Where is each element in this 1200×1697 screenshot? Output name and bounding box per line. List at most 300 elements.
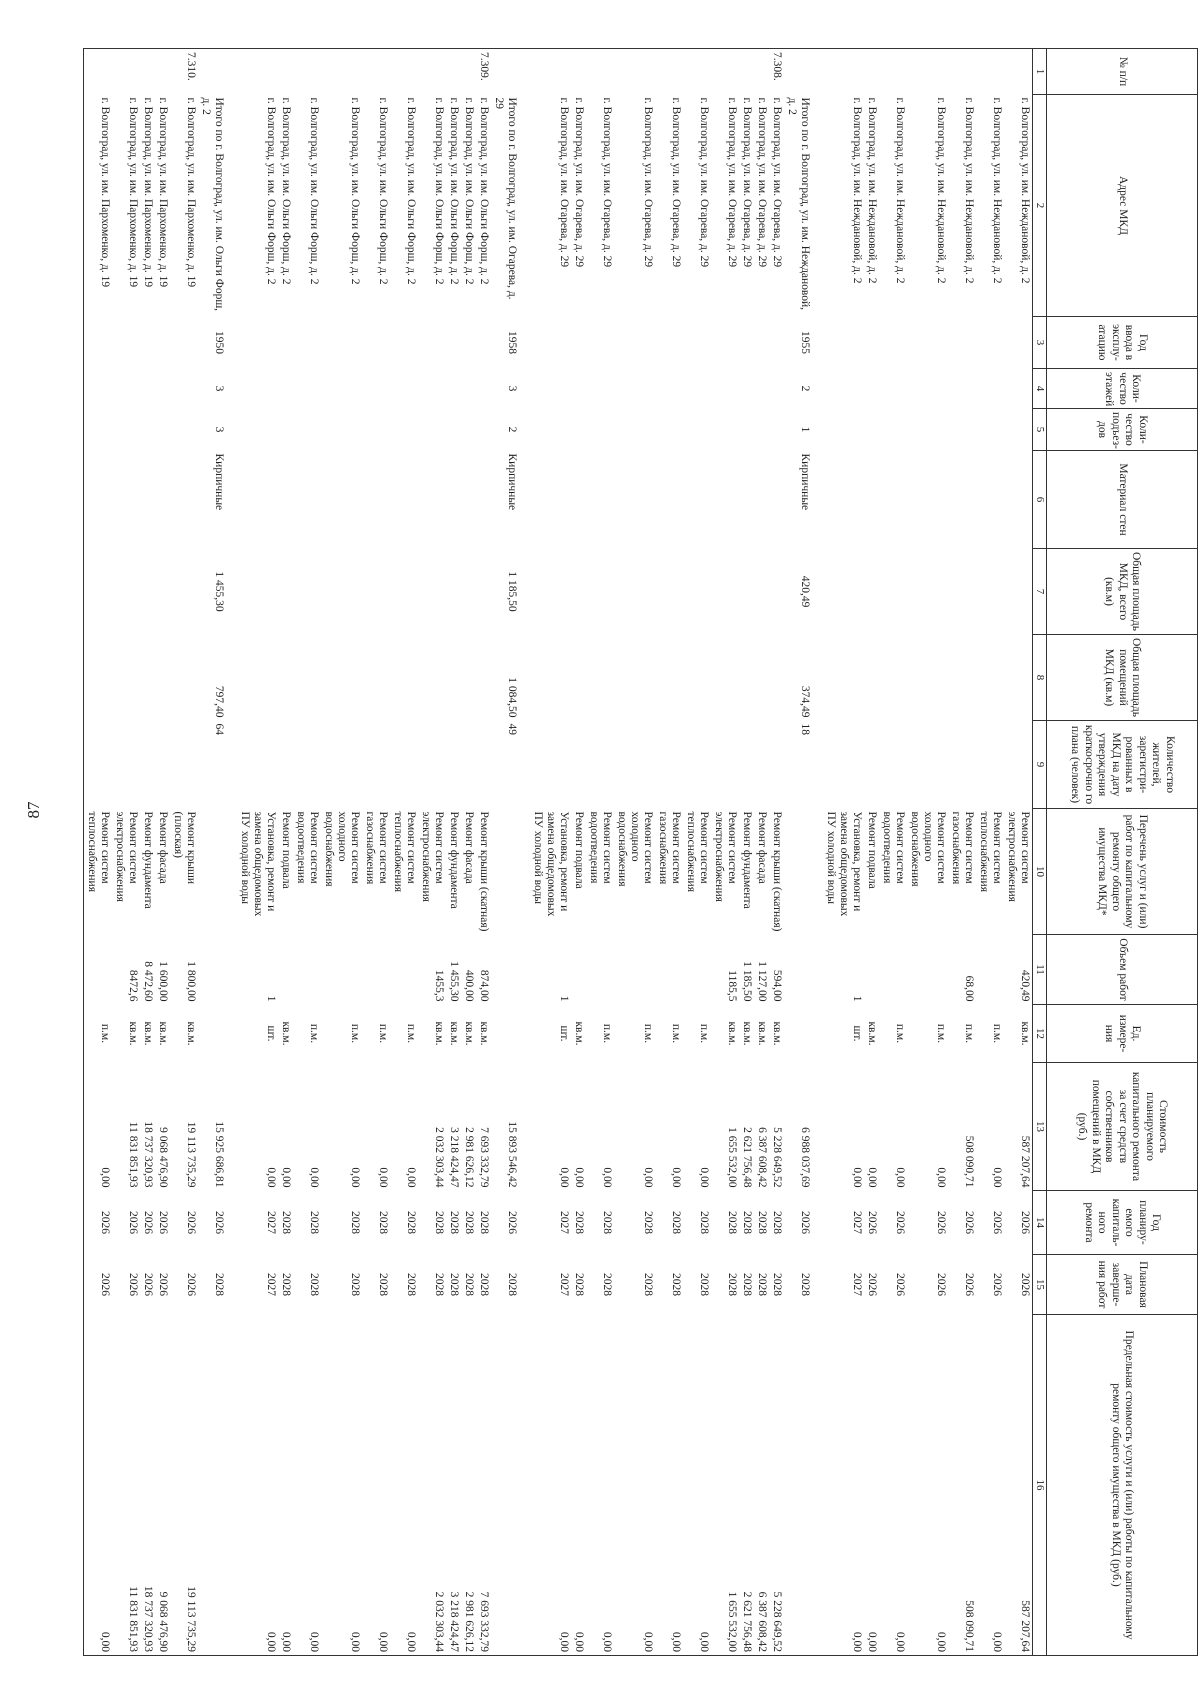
table-row (586, 49, 614, 1656)
address-cell: г. Волгоград, ул. им. Огарева, д. 29 (771, 97, 783, 268)
planned-cost-cell: 0,00 (349, 1167, 361, 1188)
planned-year-cell: 2028 (463, 1211, 475, 1234)
work-volume-cell: 1 455,30 (448, 961, 460, 1002)
unit-cell: кв.м. (741, 1021, 753, 1046)
commission-year-cell: 1958 (506, 331, 518, 354)
work-volume-cell: 8 472,60 (142, 961, 154, 1002)
planned-year-cell: 2028 (478, 1211, 490, 1234)
wall-material-cell (446, 451, 461, 549)
cost-limit-cell (198, 1315, 237, 1656)
work-type-cell: Ремонт систем теплоснабжения (392, 811, 417, 892)
planned-cost-cell: 2 621 756,48 (741, 1127, 753, 1188)
planned-year-cell: 2026 (935, 1211, 947, 1234)
work-type-cell: Ремонт фундамента (448, 811, 460, 909)
commission-year-cell (586, 317, 614, 369)
entrances-count-cell (683, 409, 711, 451)
address-cell: г. Волгоград, ул. им. Огарева, д. 29 (741, 97, 753, 268)
entrances-count-cell (1004, 409, 1033, 451)
planned-year-cell: 2026 (506, 1211, 518, 1234)
unit-cell: п.м. (308, 1023, 320, 1044)
planned-year-cell: 2026 (142, 1211, 154, 1234)
address-cell: г. Волгоград, ул. им. Огарева, д. 29 (726, 97, 738, 268)
row-number-cell (655, 49, 683, 95)
premises-area-cell (446, 635, 461, 721)
wall-material-cell (170, 451, 198, 549)
completion-date-cell: 2028 (463, 1273, 475, 1296)
planned-cost-cell: 0,00 (670, 1167, 682, 1188)
commission-year-cell (321, 317, 362, 369)
entrances-count-cell (976, 409, 1004, 451)
work-volume-cell: 1 (558, 995, 570, 1002)
planned-year-cell: 2028 (741, 1211, 753, 1234)
residents-count-cell (976, 721, 1004, 809)
work-type-cell: Ремонт фундамента (142, 811, 154, 909)
row-number-cell (390, 49, 418, 95)
completion-date-cell: 2028 (377, 1273, 389, 1296)
wall-material-cell (140, 451, 155, 549)
planned-cost-cell: 0,00 (851, 1167, 863, 1188)
residents-count-cell: 49 (506, 723, 518, 735)
commission-year-cell (907, 317, 948, 369)
column-number: 11 (1033, 935, 1047, 1005)
cost-limit-cell: 0,00 (879, 1315, 907, 1656)
total-area-cell: 1 185,50 (506, 571, 518, 612)
cost-limit-cell: 587 207,64 (1004, 1315, 1033, 1656)
table-row (140, 49, 155, 1656)
table-row (321, 49, 362, 1656)
planned-cost-cell: 0,00 (601, 1167, 613, 1188)
total-row (784, 49, 823, 1656)
planned-cost-cell: 0,00 (698, 1167, 710, 1188)
planned-cost-cell: 3 218 424,47 (448, 1127, 460, 1188)
work-volume-cell (293, 935, 321, 1005)
column-number: 9 (1033, 721, 1047, 809)
table-row (293, 49, 321, 1656)
work-type-cell: Ремонт систем электроснабжения (114, 811, 139, 902)
completion-date-cell: 2028 (756, 1273, 768, 1296)
work-volume-cell (362, 935, 390, 1005)
cost-limit-cell: 0,00 (390, 1315, 418, 1656)
residents-count-cell (823, 721, 864, 809)
residents-count-cell (769, 721, 784, 809)
entrances-count-cell (321, 409, 362, 451)
wall-material-cell (321, 451, 362, 549)
cost-limit-cell: 0,00 (823, 1315, 864, 1656)
row-number-cell (614, 49, 655, 95)
premises-area-cell (418, 635, 446, 721)
total-area-cell (321, 549, 362, 635)
unit-cell: кв.м. (433, 1021, 445, 1046)
completion-date-cell: 2028 (642, 1273, 654, 1296)
wall-material-cell (237, 451, 278, 549)
premises-area-cell (476, 635, 491, 721)
commission-year-cell (823, 317, 864, 369)
wall-material-cell (823, 451, 864, 549)
total-area-cell (711, 549, 739, 635)
commission-year-cell (293, 317, 321, 369)
table-row (1004, 49, 1033, 1656)
total-area-cell (907, 549, 948, 635)
column-header: № п/п (1047, 49, 1198, 95)
planned-year-cell: 2028 (771, 1211, 783, 1234)
floors-count-cell (948, 369, 976, 409)
work-volume-cell (278, 935, 293, 1005)
commission-year-cell (84, 317, 113, 369)
column-header: Предельная стоимость услуги и (или) работы по капитальному ремонту общего имущества в МКД (руб.) (1047, 1315, 1198, 1656)
table-row (362, 49, 390, 1656)
entrances-count-cell (879, 409, 907, 451)
planned-year-cell: 2028 (280, 1211, 292, 1234)
address-cell: г. Волгоград, ул. им. Пархоменко, д. 19 (84, 95, 113, 317)
floors-count-cell (530, 369, 571, 409)
table-row (155, 49, 170, 1656)
entrances-count-cell (461, 409, 476, 451)
column-number: 16 (1033, 1315, 1047, 1656)
planned-cost-cell: 2 981 626,12 (463, 1127, 475, 1188)
premises-area-cell (461, 635, 476, 721)
premises-area-cell (879, 635, 907, 721)
entrances-count-cell (140, 409, 155, 451)
cost-limit-cell: 11 831 851,93 (112, 1315, 140, 1656)
entrances-count-cell (446, 409, 461, 451)
unit-cell (198, 1005, 237, 1063)
total-area-cell (614, 549, 655, 635)
premises-area-cell (390, 635, 418, 721)
work-type-cell: Ремонт систем холодного водоснабжения (909, 811, 947, 887)
planned-year-cell: 2026 (84, 1191, 113, 1255)
residents-count-cell (112, 721, 140, 809)
address-cell: г. Волгоград, ул. им. Неждановой, д. 2 (1019, 97, 1031, 284)
residents-count-cell (907, 721, 948, 809)
address-cell: г. Волгоград, ул. им. Ольги Форш, д. 2 (280, 97, 292, 285)
wall-material-cell (461, 451, 476, 549)
floors-count-cell (418, 369, 446, 409)
address-cell: г. Волгоград, ул. им. Ольги Форш, д. 2 (405, 97, 417, 285)
completion-date-cell: 2028 (726, 1273, 738, 1296)
total-area-cell (683, 549, 711, 635)
premises-area-cell (864, 635, 879, 721)
premises-area-cell (362, 635, 390, 721)
table-row (711, 49, 739, 1656)
total-area-cell (739, 549, 754, 635)
unit-cell (784, 1005, 823, 1063)
residents-count-cell (390, 721, 418, 809)
floors-count-cell (84, 369, 113, 409)
address-cell: Итого по г. Волгоград, ул. им. Неждановой, д. 2 (786, 97, 811, 311)
floors-count-cell (170, 369, 198, 409)
cost-limit-cell: 0,00 (586, 1315, 614, 1656)
work-volume-cell: 68,00 (963, 975, 975, 1002)
work-volume-cell: 1 (851, 995, 863, 1002)
completion-date-cell: 2026 (935, 1273, 947, 1296)
page-number: 87 (24, 801, 43, 819)
total-area-cell (237, 549, 278, 635)
address-cell: г. Волгоград, ул. им. Огарева, д. 29 (698, 97, 710, 268)
planned-year-cell: 2026 (866, 1211, 878, 1234)
work-volume-cell (571, 935, 586, 1005)
residents-count-cell (278, 721, 293, 809)
premises-area-cell (530, 635, 571, 721)
wall-material-cell (948, 451, 976, 549)
completion-date-cell: 2027 (265, 1273, 277, 1296)
planned-cost-cell: 1 655 532,00 (726, 1127, 738, 1188)
work-type-cell (784, 809, 823, 935)
wall-material-cell (112, 451, 140, 549)
cost-limit-cell: 9 068 476,90 (155, 1315, 170, 1656)
column-header: Объем работ (1047, 935, 1198, 1005)
planned-cost-cell: 0,00 (558, 1167, 570, 1188)
work-type-cell: Ремонт систем электроснабжения (713, 811, 738, 902)
completion-date-cell: 2028 (698, 1273, 710, 1296)
entrances-count-cell (362, 409, 390, 451)
planned-year-cell: 2026 (127, 1211, 139, 1234)
commission-year-cell (237, 317, 278, 369)
total-area-cell (476, 549, 491, 635)
wall-material-cell (976, 451, 1004, 549)
commission-year-cell (879, 317, 907, 369)
address-cell: г. Волгоград, ул. им. Ольги Форш, д. 2 (377, 97, 389, 285)
commission-year-cell (769, 317, 784, 369)
residents-count-cell (476, 721, 491, 809)
total-area-cell (461, 549, 476, 635)
wall-material-cell (418, 451, 446, 549)
unit-cell: п.м. (642, 1023, 654, 1044)
work-type-cell: Ремонт систем водоотведения (295, 811, 320, 884)
work-volume-cell (390, 935, 418, 1005)
entrances-count-cell (655, 409, 683, 451)
completion-date-cell: 2027 (558, 1273, 570, 1296)
row-number-cell (155, 49, 170, 95)
wall-material-cell: Кирпичные (506, 453, 518, 511)
wall-material-cell (907, 451, 948, 549)
work-type-cell: Ремонт систем электроснабжения (1006, 811, 1031, 902)
planned-cost-cell: 15 893 546,42 (506, 1121, 518, 1188)
work-volume-cell (491, 935, 530, 1005)
work-type-cell (491, 809, 530, 935)
table-row (418, 49, 446, 1656)
planned-cost-cell: 0,00 (265, 1167, 277, 1188)
residents-count-cell: 18 (799, 723, 811, 735)
column-header: Общая площадь помещений МКД (кв.м) (1047, 635, 1198, 721)
address-cell: г. Волгоград, ул. им. Неждановой, д. 2 (991, 97, 1003, 284)
premises-area-cell (976, 635, 1004, 721)
row-number-cell (491, 49, 530, 95)
work-type-cell: Ремонт фасада (157, 811, 169, 884)
residents-count-cell (754, 721, 769, 809)
commission-year-cell (112, 317, 140, 369)
table-row (278, 49, 293, 1656)
entrances-count-cell (418, 409, 446, 451)
address-cell: г. Волгоград, ул. им. Огарева, д. 29 (756, 97, 768, 268)
commission-year-cell (362, 317, 390, 369)
table-row (614, 49, 655, 1656)
column-header: Ед. измере-ния (1047, 1005, 1198, 1063)
address-cell: г. Волгоград, ул. им. Огарева, д. 29 (670, 97, 682, 268)
table-body (84, 49, 1033, 1656)
address-cell: г. Волгоград, ул. им. Пархоменко, д. 19 (142, 97, 154, 288)
header-row (1047, 49, 1198, 1656)
unit-cell: п.м. (991, 1023, 1003, 1044)
floors-count-cell (711, 369, 739, 409)
floors-count-cell (586, 369, 614, 409)
entrances-count-cell (237, 409, 278, 451)
premises-area-cell (711, 635, 739, 721)
cost-limit-cell: 0,00 (530, 1315, 571, 1656)
table-row (769, 49, 784, 1656)
column-header: Год ввода в эксплу-атацию (1047, 317, 1198, 369)
planned-year-cell: 2026 (894, 1211, 906, 1234)
residents-count-cell (237, 721, 278, 809)
unit-cell: п.м. (84, 1005, 113, 1063)
entrances-count-cell: 3 (213, 426, 225, 433)
address-cell: г. Волгоград, ул. им. Пархоменко, д. 19 (157, 97, 169, 288)
address-cell: г. Волгоград, ул. им. Огарева, д. 29 (642, 97, 654, 268)
unit-cell: п.м. (601, 1023, 613, 1044)
work-volume-cell: 1 185,50 (741, 961, 753, 1002)
entrances-count-cell (586, 409, 614, 451)
row-number-cell (140, 49, 155, 95)
planned-year-cell: 2027 (265, 1211, 277, 1234)
column-number: 15 (1033, 1255, 1047, 1315)
planned-year-cell: 2026 (799, 1211, 811, 1234)
premises-area-cell (170, 635, 198, 721)
column-header: Материал стен (1047, 451, 1198, 549)
total-area-cell (446, 549, 461, 635)
row-number-cell: 7.310. (170, 49, 198, 95)
entrances-count-cell (948, 409, 976, 451)
residents-count-cell (614, 721, 655, 809)
address-cell: г. Волгоград, ул. им. Пархоменко, д. 19 (185, 97, 197, 288)
work-volume-cell: 8472,6 (127, 969, 139, 1002)
premises-area-cell (1004, 635, 1033, 721)
unit-cell: кв.м. (1019, 1021, 1031, 1046)
commission-year-cell (418, 317, 446, 369)
unit-cell: кв.м. (448, 1021, 460, 1046)
planned-year-cell: 2026 (157, 1211, 169, 1234)
unit-cell: кв.м. (463, 1021, 475, 1046)
work-volume-cell: 1 127,00 (756, 961, 768, 1002)
row-number-cell (530, 49, 571, 95)
commission-year-cell (390, 317, 418, 369)
wall-material-cell (293, 451, 321, 549)
address-cell: г. Волгоград, ул. им. Ольги Форш, д. 2 (478, 97, 490, 285)
residents-count-cell (418, 721, 446, 809)
work-type-cell: Ремонт подвала (573, 811, 585, 889)
entrances-count-cell (293, 409, 321, 451)
planned-cost-cell: 2 032 303,44 (433, 1127, 445, 1188)
row-number-cell: 7.308. (769, 49, 784, 95)
floors-count-cell (907, 369, 948, 409)
unit-cell: кв.м. (127, 1021, 139, 1046)
work-type-cell: Установка, ремонт и замена общедомовых ПУ холодной воды (825, 811, 863, 917)
row-number-cell (418, 49, 446, 95)
wall-material-cell (769, 451, 784, 549)
column-header: Количество жителей, зарегистри-рованных в МКД на дату утверждения краткосрочно го плана (человек) (1047, 721, 1198, 809)
total-area-cell (976, 549, 1004, 635)
cost-limit-cell: 508 090,71 (948, 1315, 976, 1656)
floors-count-cell (976, 369, 1004, 409)
column-number: 7 (1033, 549, 1047, 635)
address-cell: г. Волгоград, ул. им. Неждановой, д. 2 (963, 97, 975, 284)
floors-count-cell (769, 369, 784, 409)
entrances-count-cell (571, 409, 586, 451)
planned-year-cell: 2026 (1019, 1211, 1031, 1234)
unit-cell: п.м. (935, 1023, 947, 1044)
premises-area-cell (112, 635, 140, 721)
column-header: Коли-чество этажей (1047, 369, 1198, 409)
planned-year-cell: 2028 (698, 1211, 710, 1234)
residents-count-cell (948, 721, 976, 809)
floors-count-cell (655, 369, 683, 409)
floors-count-cell (140, 369, 155, 409)
row-number-cell (739, 49, 754, 95)
address-cell: г. Волгоград, ул. им. Ольги Форш, д. 2 (349, 97, 361, 285)
cost-limit-cell: 0,00 (84, 1315, 113, 1656)
planned-year-cell: 2026 (185, 1211, 197, 1234)
total-area-cell (278, 549, 293, 635)
planned-cost-cell: 11 831 851,93 (127, 1121, 139, 1188)
work-volume-cell (683, 935, 711, 1005)
work-volume-cell (907, 935, 948, 1005)
entrances-count-cell (112, 409, 140, 451)
wall-material-cell (586, 451, 614, 549)
planned-cost-cell: 19 113 735,29 (185, 1121, 197, 1188)
wall-material-cell (571, 451, 586, 549)
completion-date-cell: 2028 (478, 1273, 490, 1296)
completion-date-cell: 2028 (601, 1273, 613, 1296)
row-number-cell (237, 49, 278, 95)
row-number-cell (586, 49, 614, 95)
work-type-cell: Ремонт фундамента (741, 811, 753, 909)
residents-count-cell: 64 (213, 723, 225, 735)
wall-material-cell: Кирпичные (213, 453, 225, 511)
commission-year-cell (754, 317, 769, 369)
table-row (879, 49, 907, 1656)
work-type-cell: Ремонт подвала (280, 811, 292, 889)
work-volume-cell: 1 (265, 995, 277, 1002)
column-number: 14 (1033, 1191, 1047, 1255)
planned-cost-cell: 7 693 332,79 (478, 1127, 490, 1188)
total-area-cell (948, 549, 976, 635)
cost-limit-cell: 1 655 532,00 (711, 1315, 739, 1656)
work-volume-cell: 420,49 (1019, 969, 1031, 1002)
planned-year-cell: 2026 (991, 1211, 1003, 1234)
column-header: Плановая дата заверше-ния работ (1047, 1255, 1198, 1315)
planned-year-cell: 2026 (963, 1211, 975, 1234)
planned-year-cell: 2028 (433, 1211, 445, 1234)
work-volume-cell (614, 935, 655, 1005)
table-row (446, 49, 461, 1656)
row-number-cell (321, 49, 362, 95)
cost-limit-cell: 5 228 649,52 (769, 1315, 784, 1656)
total-area-cell: 1 455,30 (213, 571, 225, 612)
planned-cost-cell: 6 387 608,42 (756, 1127, 768, 1188)
work-volume-cell (864, 935, 879, 1005)
completion-date-cell: 2028 (448, 1273, 460, 1296)
commission-year-cell (476, 317, 491, 369)
planned-year-cell: 2028 (670, 1211, 682, 1234)
planned-cost-cell: 0,00 (935, 1167, 947, 1188)
unit-cell: шт. (851, 1025, 863, 1042)
wall-material-cell (683, 451, 711, 549)
planned-cost-cell: 0,00 (377, 1167, 389, 1188)
address-cell: г. Волгоград, ул. им. Неждановой, д. 2 (851, 97, 863, 284)
work-volume-cell: 594,00 (771, 969, 783, 1002)
entrances-count-cell (530, 409, 571, 451)
unit-cell: кв.м. (157, 1021, 169, 1046)
planned-cost-cell: 0,00 (866, 1167, 878, 1188)
residents-count-cell (84, 721, 113, 809)
